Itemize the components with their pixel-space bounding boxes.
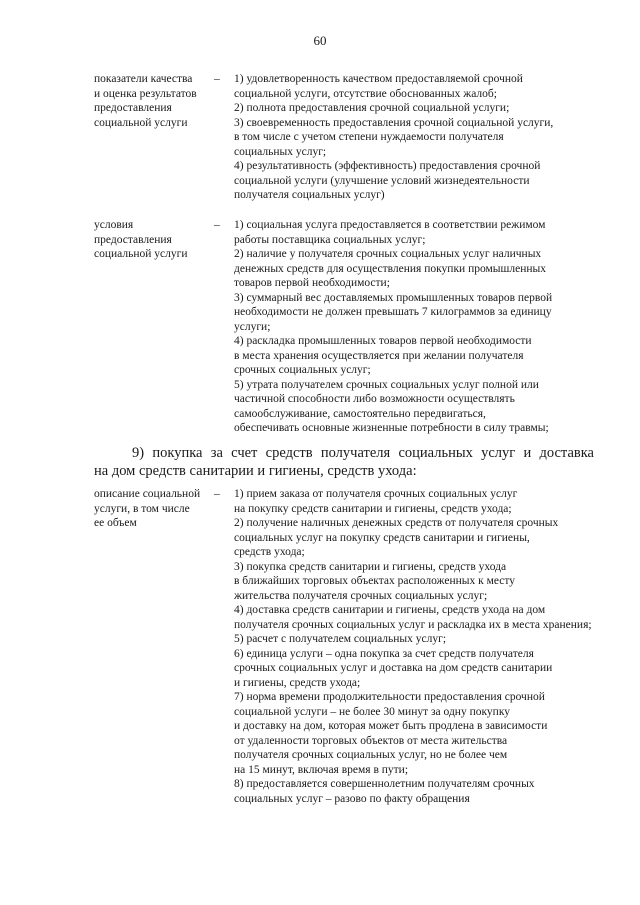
list-item: 2) наличие у получателя срочных социальных услуг наличных денежных средств для осуществления покупки промышленных товаров первой необходимости; xyxy=(234,248,546,289)
list-item: 4) доставка средств санитарии и гигиены, средств ухода на дом получателя срочных социальных услуг и раскладка их в места хранения; xyxy=(234,604,592,631)
list-item: 7) норма времени продолжительности предоставления срочной социальной услуги – не более 30 минут за одну покупку и доставку на дом, которая может быть продлена в зависимости от удаленности торговых объектов от места жительства получателя срочных социальных услуг, но не более чем на 15 минут, включая время в пути; xyxy=(234,691,548,776)
list-item: 3) покупка средств санитарии и гигиены, средств ухода в ближайших торговых объектах расположенных к месту жительства получателя срочных социальных услуг; xyxy=(234,560,515,602)
service-conditions-label: условия предоставления социальной услуги xyxy=(94,219,188,260)
row-dash: – xyxy=(214,488,220,500)
row-dash: – xyxy=(214,73,220,85)
list-item: 5) утрата получателем срочных социальных услуг полной или частичной способности либо возможности осуществлять самообслуживание, самостоятельно передвигаться, обеспечивать основные жизненные потребности в силу травмы; xyxy=(234,378,549,434)
section-heading-line2: на дом средств санитарии и гигиены, средств ухода: xyxy=(94,463,417,479)
list-item: 2) получение наличных денежных средств от получателя срочных социальных услуг на покупку средств санитарии и гигиены, средств ухода; xyxy=(234,517,559,558)
list-item: 8) предоставляется совершеннолетним получателям срочных социальных услуг – разово по факту обращения xyxy=(234,778,535,805)
quality-indicators-label: показатели качества и оценка результатов предоставления социальной услуги xyxy=(94,73,197,129)
quality-indicators-list xyxy=(234,72,594,203)
list-item: 4) результативность (эффективность) предоставления срочной социальной услуги (улучшение условий жизнедеятельности получателя социальных услуг) xyxy=(234,160,541,201)
service-conditions-list xyxy=(234,218,594,436)
list-item: 5) расчет с получателем социальных услуг; xyxy=(234,633,447,645)
section-heading-line1: 9) покупка за счет средств получателя социальных услуг и доставка xyxy=(132,445,594,461)
service-description-label: описание социальной услуги, в том числе ее объем xyxy=(94,488,201,529)
list-item: 3) суммарный вес доставляемых промышленных товаров первой необходимости не должен превышать 7 килограммов за единицу услуги; xyxy=(234,291,553,333)
list-item: 2) полнота предоставления срочной социальной услуги; xyxy=(234,102,510,114)
list-item: 6) единица услуги – одна покупка за счет средств получателя срочных социальных услуг и доставка на дом средств санитарии и гигиены, средств ухода; xyxy=(234,647,553,689)
list-item: 1) социальная услуга предоставляется в соответствии режимом работы поставщика социальных услуг; xyxy=(234,219,546,246)
list-item: 1) прием заказа от получателя срочных социальных услуг на покупку средств санитарии и гигиены, средств ухода; xyxy=(234,488,518,515)
section-heading xyxy=(94,444,594,480)
row-dash: – xyxy=(214,219,220,231)
list-item: 3) своевременность предоставления срочной социальной услуги, в том числе с учетом степени нуждаемости получателя социальных услуг; xyxy=(234,116,554,158)
service-description-list xyxy=(234,487,594,806)
page-number: 60 xyxy=(313,33,327,48)
list-item: 4) раскладка промышленных товаров первой необходимости в места хранения осуществляется при желании получателя срочных социальных услуг; xyxy=(234,335,532,376)
list-item: 1) удовлетворенность качеством предоставляемой срочной социальной услуги, отсутствие обоснованных жалоб; xyxy=(234,73,523,100)
